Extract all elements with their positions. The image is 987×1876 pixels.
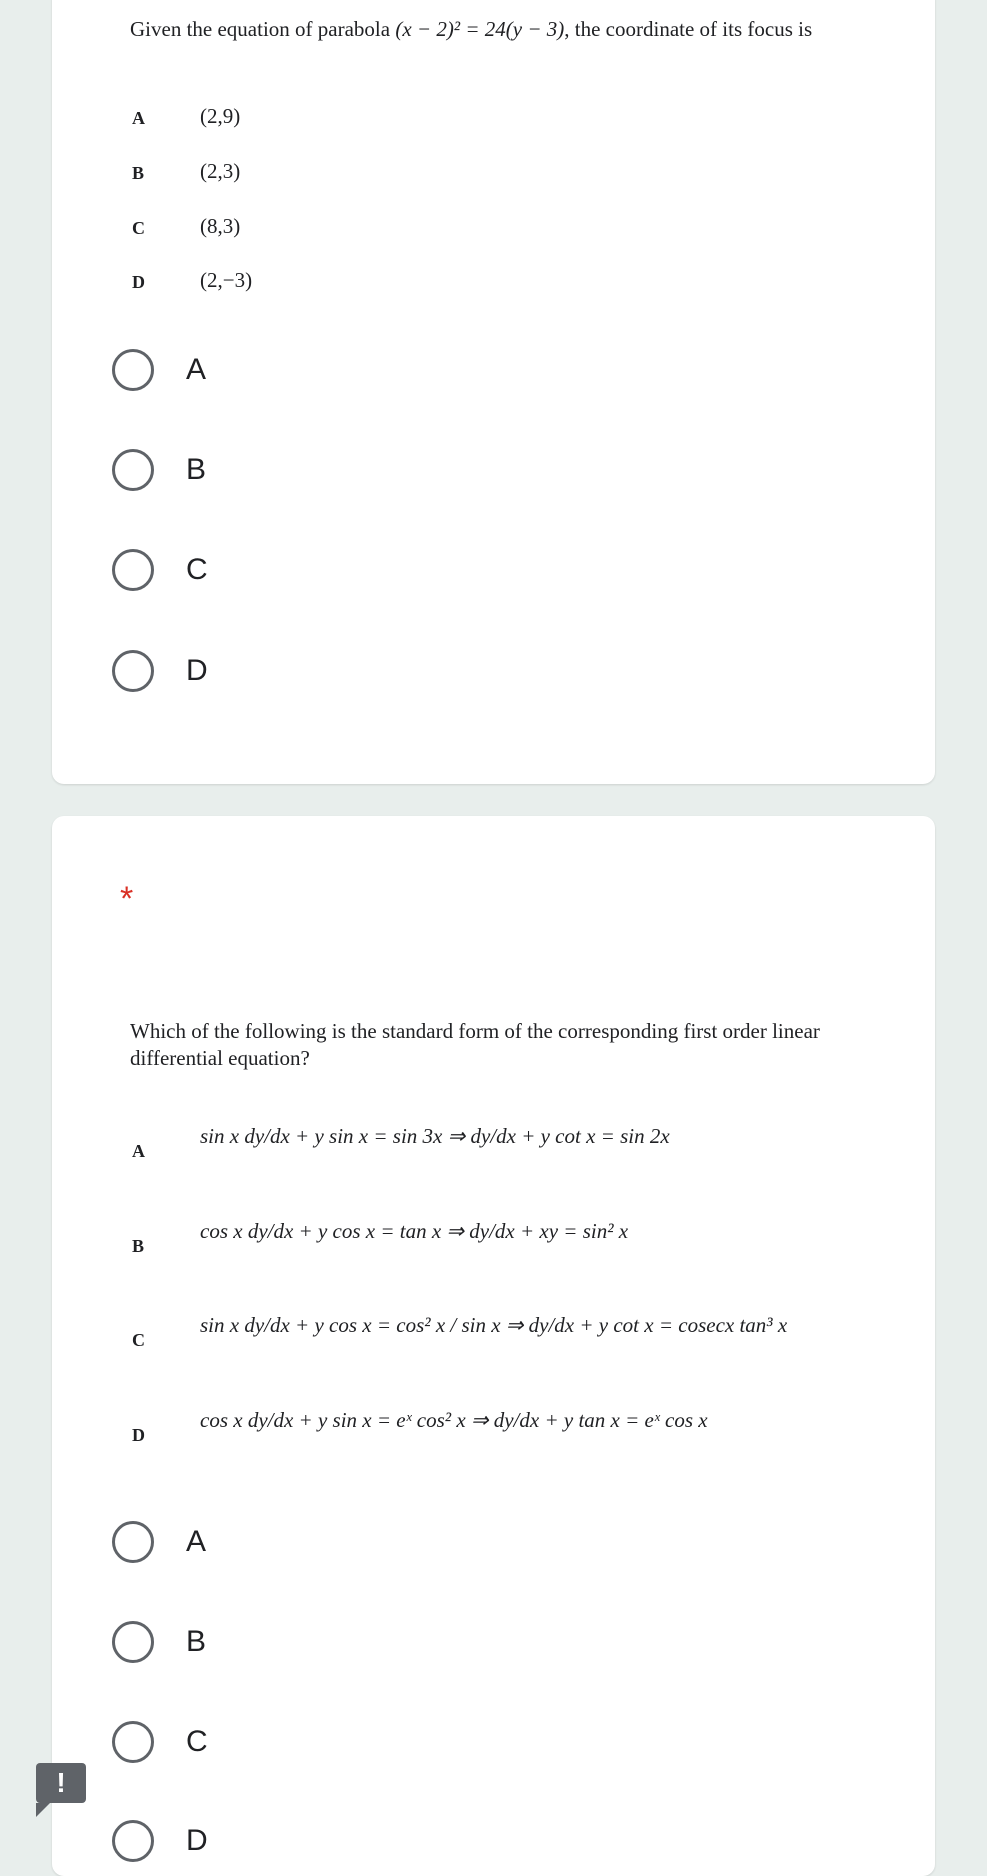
radio-circle-icon[interactable]	[112, 1521, 154, 1563]
q2-option-letter-b: B	[132, 1236, 145, 1256]
q1-option-letter-a: A	[132, 108, 145, 128]
parabola-equation: (x − 2)² = 24(y − 3)	[395, 17, 565, 41]
q2-option-letter-d: D	[132, 1425, 145, 1445]
q1-option-value-a: (2,9)	[200, 104, 241, 128]
q2-radio-d[interactable]: D	[112, 1820, 208, 1862]
radio-circle-icon[interactable]	[112, 1820, 154, 1862]
q2-radio-b[interactable]: B	[112, 1621, 206, 1663]
radio-circle-icon[interactable]	[112, 1621, 154, 1663]
q2-radio-c[interactable]: C	[112, 1721, 208, 1763]
q2-radio-a[interactable]: A	[112, 1521, 206, 1563]
q2-option-value-b: cos x dy/dx + y cos x = tan x ⇒ dy/dx + xy = sin² x	[200, 1219, 629, 1243]
q1-option-value-b: (2,3)	[200, 159, 241, 183]
q2-option-letter-a: A	[132, 1141, 145, 1161]
radio-circle-icon[interactable]	[112, 650, 154, 692]
radio-circle-icon[interactable]	[112, 449, 154, 491]
q1-radio-b[interactable]: B	[112, 449, 206, 491]
question-1-text: Given the equation of parabola (x − 2)² = 24(y − 3), the coordinate of its focus is	[130, 17, 813, 41]
radio-circle-icon[interactable]	[112, 349, 154, 391]
q2-option-letter-c: C	[132, 1330, 145, 1350]
error-badge-icon[interactable]: !	[36, 1763, 86, 1803]
q1-option-value-d: (2,−3)	[200, 268, 253, 292]
q2-option-value-c: sin x dy/dx + y cos x = cos² x / sin x ⇒ dy/dx + y cot x = cosecx tan³ x	[200, 1313, 788, 1337]
required-marker: *	[120, 880, 134, 918]
radio-circle-icon[interactable]	[112, 549, 154, 591]
q1-option-letter-c: C	[132, 218, 145, 238]
q1-radio-d[interactable]: D	[112, 650, 208, 692]
q1-radio-c[interactable]: C	[112, 549, 208, 591]
radio-circle-icon[interactable]	[112, 1721, 154, 1763]
q1-option-letter-d: D	[132, 272, 145, 292]
q1-option-letter-b: B	[132, 163, 145, 183]
q1-option-value-c: (8,3)	[200, 214, 241, 238]
question-2-text: Which of the following is the standard form of the corresponding first order linear differential equation?	[130, 1019, 820, 1070]
q2-option-value-d: cos x dy/dx + y sin x = eˣ cos² x ⇒ dy/dx + y tan x = eˣ cos x	[200, 1408, 708, 1432]
question-card-2	[52, 816, 935, 1876]
q2-option-value-a: sin x dy/dx + y sin x = sin 3x ⇒ dy/dx + y cot x = sin 2x	[200, 1124, 670, 1148]
q1-radio-a[interactable]: A	[112, 349, 206, 391]
